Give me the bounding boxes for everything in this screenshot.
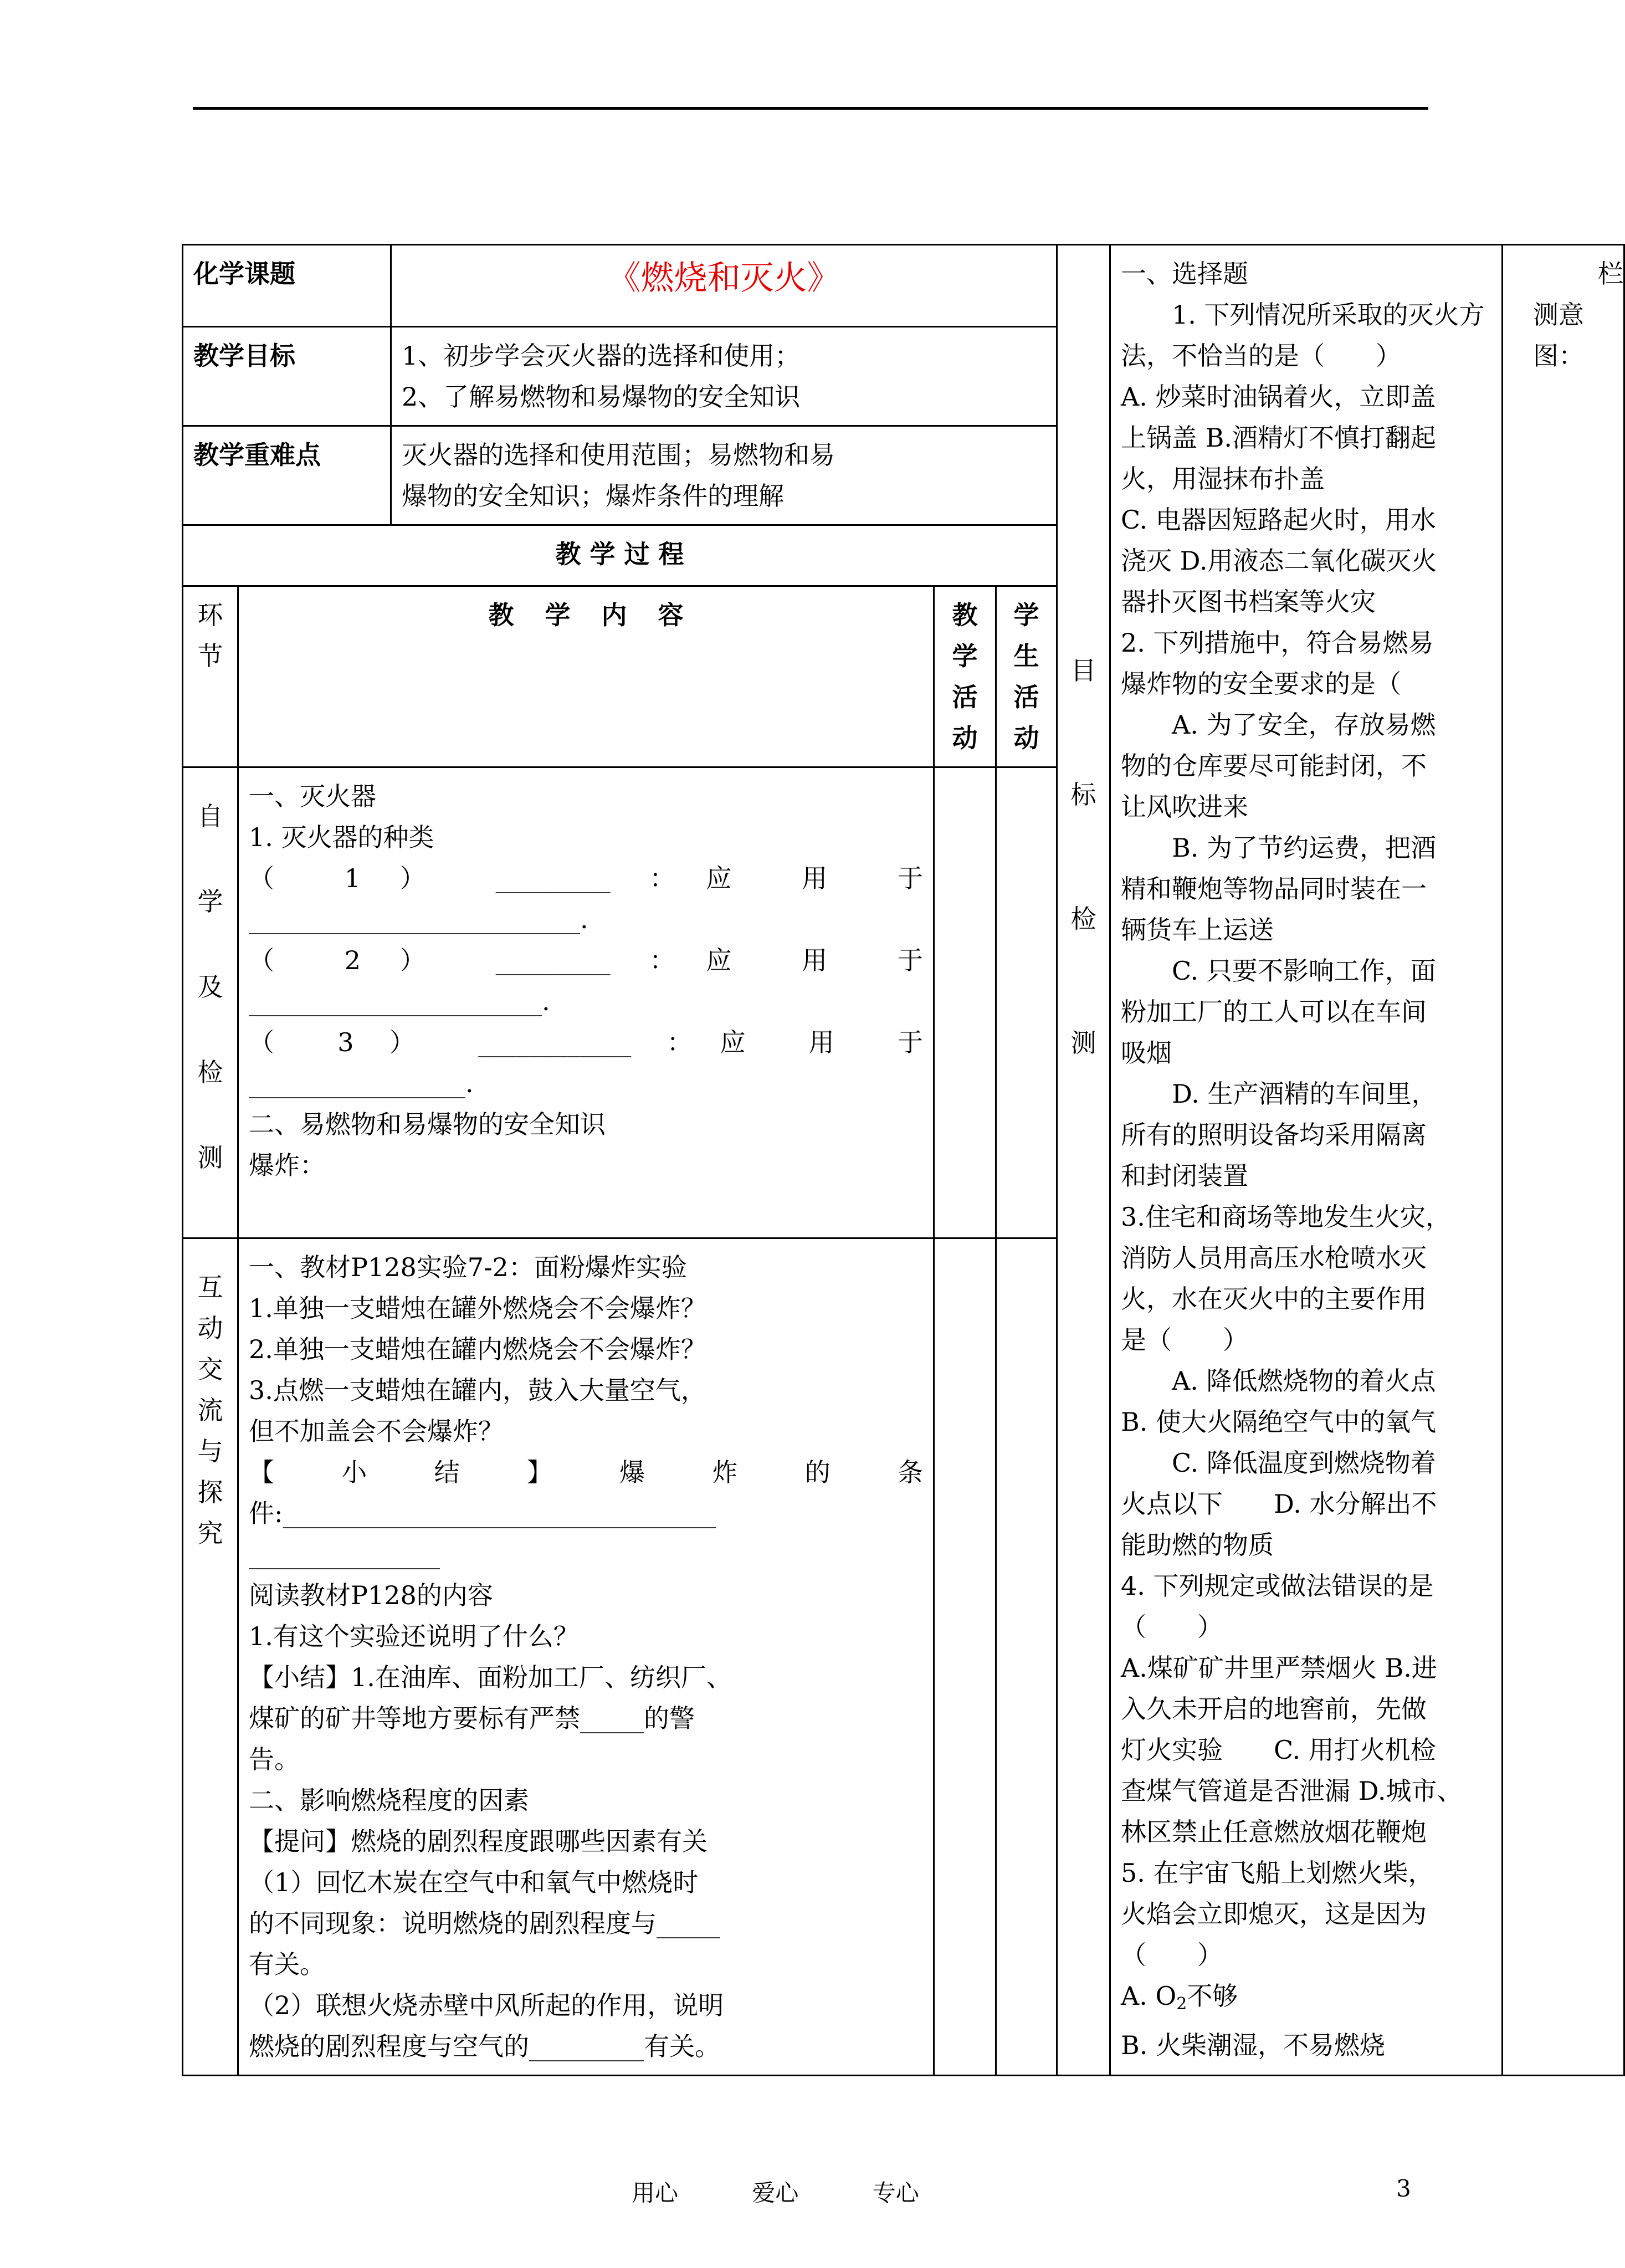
quiz-line: 是（ ）	[1121, 1325, 1248, 1355]
quiz-line: 辆货车上运送	[1121, 915, 1274, 945]
quiz-line: 器扑灭图书档案等火灾	[1121, 587, 1376, 617]
header-rule	[193, 107, 1428, 110]
self-study-text	[249, 776, 923, 1186]
quiz-line: 让风吹进来	[1121, 792, 1248, 822]
header-char: 活	[1013, 682, 1039, 712]
label-char: 测	[197, 1143, 223, 1173]
lesson-table	[182, 244, 1625, 2076]
process-heading: 教 学 过 程	[183, 525, 1057, 586]
label-char: 究	[197, 1518, 223, 1548]
interaction-line: 燃烧的剧烈程度与空气的_________有关。	[249, 2031, 720, 2061]
quiz-line: 2. 下列措施中，符合易燃易	[1121, 628, 1434, 658]
target-label-char: 标	[1070, 780, 1096, 810]
quiz-line: 查煤气管道是否泄漏 D.城市、	[1121, 1776, 1463, 1806]
self-study-label	[183, 767, 238, 1238]
quiz-cell	[1110, 245, 1503, 2076]
interaction-student-activity	[996, 1238, 1057, 2076]
quiz-line: 粉加工厂的工人可以在车间	[1121, 997, 1427, 1027]
interaction-line: 煤矿的矿井等地方要标有严禁_____的警	[249, 1703, 695, 1733]
quiz-line: （ ）	[1121, 1612, 1223, 1642]
label-char: 自	[197, 801, 223, 831]
quiz-line: 能助燃的物质	[1121, 1530, 1274, 1560]
quiz-q5-option-a: A. $O_2$不够	[1121, 1981, 1238, 2014]
self-study-line: 爆炸：	[249, 1150, 325, 1180]
header-char: 活	[952, 682, 978, 712]
self-study-line: （ 2 ） _________ ：应 用 于	[249, 945, 923, 975]
target-label-char: 目	[1070, 656, 1096, 685]
label-char: 学	[197, 887, 223, 917]
target-label-char: 检	[1070, 904, 1096, 934]
interaction-line: 【小结】1.在油库、面粉加工厂、纺织厂、	[249, 1662, 732, 1692]
quiz-line: 所有的照明设备均采用隔离	[1121, 1120, 1427, 1150]
interaction-line: （2）联想火烧赤壁中风所起的作用，说明	[249, 1990, 724, 2020]
header-char: 动	[952, 723, 978, 753]
key-points-text	[391, 426, 1057, 525]
self-study-content	[238, 767, 934, 1238]
header-char: 环	[197, 600, 223, 630]
quiz-line: 消防人员用高压水枪喷水灭	[1121, 1243, 1427, 1273]
quiz-line: A. 炒菜时油锅着火，立即盖	[1121, 382, 1436, 412]
interaction-line: 一、教材P128实验7-2：面粉爆炸实验	[249, 1252, 687, 1282]
quiz-line: （ ）	[1121, 1940, 1223, 1970]
header-char: 学	[952, 641, 978, 671]
quiz-line: 火点以下 D. 水分解出不	[1121, 1489, 1437, 1519]
interaction-line: （1）回忆木炭在空气中和氧气中燃烧时	[249, 1867, 699, 1897]
self-study-line: __________________________.	[249, 904, 588, 934]
quiz-line: 1. 下列情况所采取的灭火方	[1172, 300, 1485, 330]
content-header: 教 学 内 容	[238, 586, 934, 767]
footer-motto	[632, 2175, 986, 2208]
interaction-line: 【 小 结 】 爆 炸 的 条	[249, 1457, 923, 1487]
label-char: 检	[197, 1057, 223, 1087]
quiz-line: 火，用湿抹布扑盖	[1121, 464, 1325, 494]
quiz-line: 浇灭 D.用液态二氧化碳灭火	[1121, 546, 1437, 576]
goal-line: 1、初步学会灭火器的选择和使用；	[402, 341, 801, 371]
self-study-line: _______________________.	[249, 986, 550, 1016]
quiz-line: 3.住宅和商场等地发生火灾，	[1121, 1202, 1451, 1232]
interaction-line: 3.点燃一支蜡烛在罐内，鼓入大量空气，	[249, 1375, 706, 1405]
interaction-line: _______________	[249, 1539, 440, 1569]
label-char: 与	[197, 1436, 223, 1466]
quiz-q5-option-b: B. 火柴潮湿，不易燃烧	[1121, 2030, 1386, 2060]
self-study-line: （ 3 ） ____________ ：应 用 于	[249, 1027, 923, 1057]
interaction-line: 告。	[249, 1744, 300, 1774]
label-char: 动	[197, 1313, 223, 1343]
footer-word: 专心	[872, 2179, 919, 2206]
interaction-line: 但不加盖会不会爆炸？	[249, 1416, 504, 1446]
quiz-line: A. 为了安全，存放易燃	[1172, 710, 1436, 740]
header-char: 动	[1013, 723, 1039, 753]
goal-text	[391, 327, 1057, 426]
quiz-line: 林区禁止任意燃放烟花鞭炮	[1121, 1817, 1427, 1847]
self-study-line: 一、灭火器	[249, 781, 376, 811]
interaction-line: 1.单独一支蜡烛在罐外燃烧会不会爆炸？	[249, 1293, 706, 1323]
footer-word: 用心	[632, 2179, 679, 2206]
quiz-line: 物的仓库要尽可能封闭，不	[1121, 751, 1427, 781]
page-number: 3	[1396, 2175, 1411, 2202]
interaction-teacher-activity	[934, 1238, 996, 2076]
quiz-line: 精和鞭炮等物品同时装在一	[1121, 874, 1427, 904]
quiz-line: 4. 下列规定或做法错误的是	[1121, 1571, 1434, 1601]
interaction-line: 【提问】燃烧的剧烈程度跟哪些因素有关	[249, 1826, 708, 1856]
quiz-line: D. 生产酒精的车间里，	[1172, 1079, 1437, 1109]
header-char: 节	[197, 641, 223, 671]
interaction-line: 2.单独一支蜡烛在罐内燃烧会不会爆炸？	[249, 1334, 706, 1364]
footer-word: 爱心	[752, 2179, 799, 2206]
header-char: 生	[1013, 641, 1039, 671]
target-label-cell	[1057, 245, 1110, 2076]
quiz-line: 法，不恰当的是（ ）	[1121, 341, 1401, 371]
intent-mark: 栏	[1598, 259, 1623, 289]
quiz-line: C. 降低温度到燃烧物着	[1172, 1448, 1436, 1478]
intent-text-1: 测意	[1533, 300, 1584, 330]
quiz-line: 吸烟	[1121, 1038, 1172, 1068]
self-study-line: 1. 灭火器的种类	[249, 822, 434, 852]
quiz-line: 灯火实验 C. 用打火机检	[1121, 1735, 1436, 1765]
quiz-line: B. 使大火隔绝空气中的氧气	[1121, 1407, 1437, 1437]
self-study-teacher-activity	[934, 767, 996, 1238]
label-char: 交	[197, 1354, 223, 1384]
interaction-line: 有关。	[249, 1949, 325, 1979]
self-study-student-activity	[996, 767, 1057, 1238]
quiz-line: 入久未开启的地窖前，先做	[1121, 1694, 1427, 1724]
course-title-label: 化学课题	[183, 245, 391, 327]
section-header	[183, 586, 238, 767]
intent-cell	[1503, 245, 1624, 2076]
interaction-line: 二、影响燃烧程度的因素	[249, 1785, 529, 1815]
interaction-line: 件:__________________________________	[249, 1498, 716, 1528]
label-char: 互	[197, 1272, 223, 1302]
key-points-label: 教学重难点	[183, 426, 391, 525]
self-study-line: _________________.	[249, 1068, 474, 1098]
interaction-line: 1.有这个实验还说明了什么？	[249, 1621, 579, 1651]
quiz-line: B. 为了节约运费，把酒	[1172, 833, 1437, 863]
target-label-char: 测	[1070, 1028, 1096, 1058]
student-activity-header	[996, 586, 1057, 767]
key-point-line: 灭火器的选择和使用范围；易燃物和易	[402, 440, 835, 470]
quiz-line: C. 电器因短路起火时，用水	[1121, 505, 1436, 535]
self-study-line: 二、易燃物和易爆物的安全知识	[249, 1109, 606, 1139]
quiz-line: A.煤矿矿井里严禁烟火 B.进	[1121, 1653, 1437, 1683]
goal-line: 2、了解易燃物和易爆物的安全知识	[402, 382, 801, 412]
header-char: 教	[952, 600, 978, 630]
interaction-text	[249, 1247, 923, 2067]
key-point-line: 爆物的安全知识；爆炸条件的理解	[402, 481, 784, 511]
quiz-line: 火焰会立即熄灭，这是因为	[1121, 1899, 1427, 1929]
quiz-line: 火，水在灭火中的主要作用	[1121, 1284, 1427, 1314]
quiz-line: 5. 在宇宙飞船上划燃火柴，	[1121, 1858, 1434, 1888]
label-char: 探	[197, 1477, 223, 1507]
quiz-line: A. 降低燃烧物的着火点	[1172, 1366, 1436, 1396]
self-study-line: （ 1 ） _________ ：应 用 于	[249, 863, 923, 893]
quiz-line: 爆炸物的安全要求的是（	[1121, 669, 1401, 699]
quiz-line: C. 只要不影响工作，面	[1172, 956, 1436, 986]
interaction-line: 的不同现象：说明燃烧的剧烈程度与_____	[249, 1908, 720, 1938]
goal-label: 教学目标	[183, 327, 391, 426]
quiz-line: 上锅盖 B.酒精灯不慎打翻起	[1121, 423, 1437, 453]
quiz-line: 一、选择题	[1121, 259, 1248, 289]
header-char: 学	[1013, 600, 1039, 630]
interaction-label	[183, 1238, 238, 2076]
interaction-line: 阅读教材P128的内容	[249, 1580, 493, 1610]
quiz-text	[1121, 253, 1491, 1975]
label-char: 流	[197, 1395, 223, 1425]
course-title: 《燃烧和灭火》	[391, 245, 1057, 327]
intent-text-2: 图：	[1533, 341, 1584, 371]
label-char: 及	[197, 972, 223, 1002]
teacher-activity-header	[934, 586, 996, 767]
quiz-line: 和封闭装置	[1121, 1161, 1248, 1191]
interaction-content	[238, 1238, 934, 2076]
